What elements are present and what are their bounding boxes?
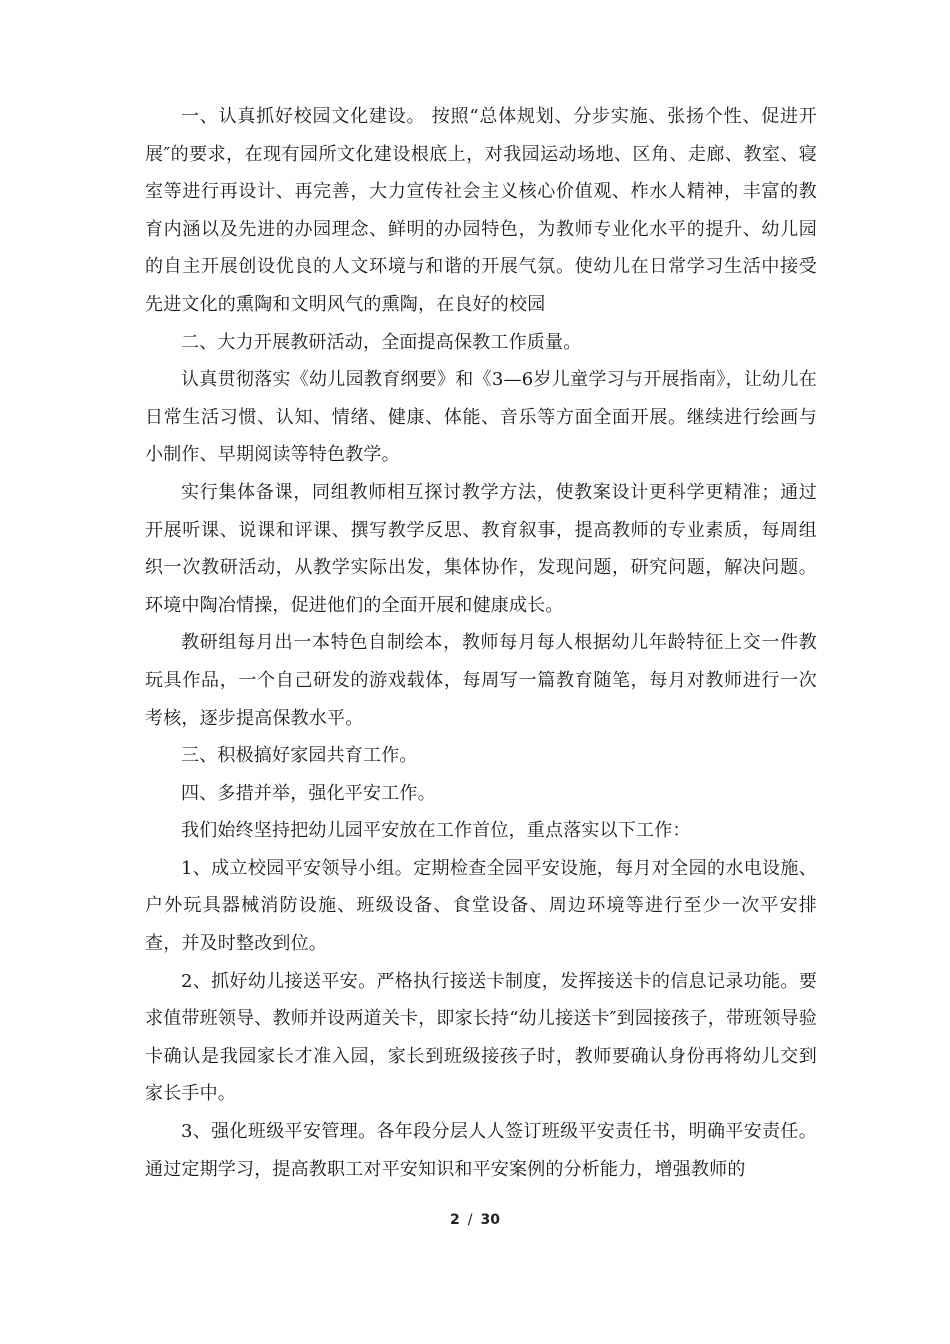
list-item-pickup-safety: 2、抓好幼儿接送平安。严格执行接送卡制度，发挥接送卡的信息记录功能。要求值带班领导、教师并设两道关卡，即家长持“幼儿接送卡″到园接孩子，带班领导验卡确认是我园家长才准入园，家长到班级接孩子时，教师要确认身份再将幼儿交到家长手中。 <box>145 970 817 1105</box>
heading-home-school-cooperation: 三、积极搞好家园共育工作。 <box>181 745 418 767</box>
document-body <box>145 98 817 1188</box>
page-number-footer <box>0 1212 950 1228</box>
heading-safety-work: 四、多措并举，强化平安工作。 <box>181 782 436 804</box>
list-item-class-safety-management: 3、强化班级平安管理。各年段分层人人签订班级平安责任书，明确平安责任。通过定期学习，提高教职工对平安知识和平安案例的分析能力，增强教师的 <box>145 1121 817 1180</box>
current-page-number: 2 <box>450 1212 460 1228</box>
paragraph-curriculum-guidelines: 认真贯彻落实《幼儿园教育纲要》和《3—6岁儿童学习与开展指南》，让幼儿在日常生活习惯、认知、情绪、健康、体能、音乐等方面全面开展。继续进行绘画与小制作、早期阅读等特色教学。 <box>145 369 817 466</box>
paragraph-campus-culture: 一、认真抓好校园文化建设。 按照“总体规划、分步实施、张扬个性、促进开展″的要求，在现有园所文化建设根底上，对我园运动场地、区角、走廊、教室、寝室等进行再设计、再完善，大力宣传社会主义核心价值观、柞水人精神，丰富的教育内涵以及先进的办园理念、鲜明的办园特色，为教师专业化水平的提升、幼儿园的自主开展创设优良的人文环境与和谐的开展气氛。使幼儿在日常学习生活中接受先进文化的熏陶和文明风气的熏陶，在良好的校园 <box>145 106 817 315</box>
paragraph-monthly-picture-book: 教研组每月出一本特色自制绘本，教师每月每人根据幼儿年龄特征上交一件教玩具作品，一个自己研发的游戏载体，每周写一篇教育随笔，每月对教师进行一次考核，逐步提高保教水平。 <box>145 632 817 729</box>
paragraph-safety-priority: 我们始终坚持把幼儿园平安放在工作首位，重点落实以下工作： <box>181 820 691 842</box>
heading-teaching-research: 二、大力开展教研活动，全面提高保教工作质量。 <box>181 331 582 353</box>
list-item-safety-leadership-group: 1、成立校园平安领导小组。定期检查全园平安设施，每月对全园的水电设施、户外玩具器械消防设施、班级设备、食堂设备、周边环境等进行至少一次平安排查，并及时整改到位。 <box>145 857 817 955</box>
page-number-separator: / <box>467 1212 473 1228</box>
total-page-count: 30 <box>480 1212 500 1228</box>
paragraph-collective-lesson-prep: 实行集体备课，同组教师相互探讨教学方法，使教案设计更科学更精准；通过开展听课、说课和评课、撰写教学反思、教育叙事，提高教师的专业素质，每周组织一次教研活动，从教学实际出发，集体协作，发现问题，研究问题，解决问题。环境中陶冶情操，促进他们的全面开展和健康成长。 <box>145 481 817 616</box>
